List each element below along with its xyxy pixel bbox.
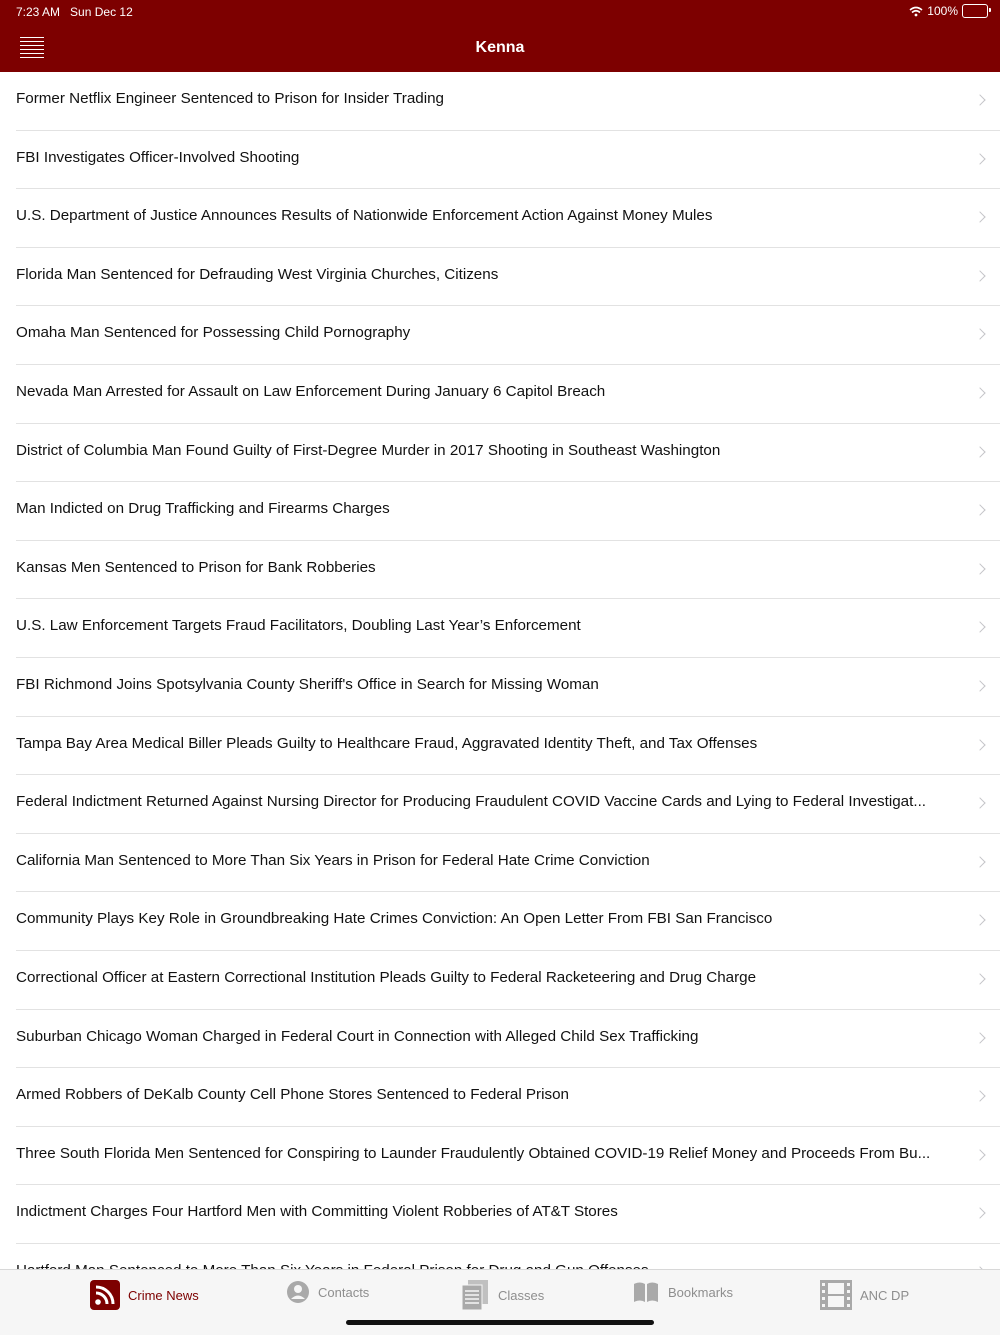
- news-title: Three South Florida Men Sentenced for Conspiring to Launder Fraudulently Obtained COVID-19 Relief Money and Proceeds From Bu...: [16, 1144, 931, 1162]
- chevron-right-icon: [974, 680, 985, 691]
- news-row[interactable]: [16, 658, 1000, 717]
- news-row[interactable]: [16, 1010, 1000, 1069]
- news-title: California Man Sentenced to More Than Six Years in Prison for Federal Hate Crime Conviction: [16, 851, 650, 869]
- status-right: [909, 4, 988, 18]
- chevron-right-icon: [974, 739, 985, 750]
- tab-bookmarks[interactable]: [632, 1280, 733, 1304]
- news-title: Community Plays Key Role in Groundbreaking Hate Crimes Conviction: An Open Letter From FBI San Francisco: [16, 910, 773, 928]
- news-row[interactable]: [16, 72, 1000, 131]
- news-title: FBI Richmond Joins Spotsylvania County Sheriff's Office in Search for Missing Woman: [16, 675, 599, 693]
- news-title: Omaha Man Sentenced for Possessing Child Pornography: [16, 324, 411, 342]
- chevron-right-icon: [974, 856, 985, 867]
- chevron-right-icon: [974, 1149, 985, 1160]
- chevron-right-icon: [974, 446, 985, 457]
- tab-label: ANC DP: [860, 1287, 910, 1303]
- chevron-right-icon: [974, 387, 985, 398]
- news-row[interactable]: [16, 189, 1000, 248]
- tab-label: Bookmarks: [668, 1284, 734, 1300]
- chevron-right-icon: [974, 153, 985, 164]
- news-title: Suburban Chicago Woman Charged in Federal Court in Connection with Alleged Child Sex Trafficking: [16, 1027, 699, 1045]
- news-row[interactable]: [16, 717, 1000, 776]
- tab-label: Crime News: [128, 1287, 199, 1303]
- news-row[interactable]: [16, 834, 1000, 893]
- chevron-right-icon: [974, 270, 985, 281]
- news-title: Tampa Bay Area Medical Biller Pleads Guilty to Healthcare Fraud, Aggravated Identity Theft, and Tax Offenses: [16, 734, 758, 752]
- chevron-right-icon: [974, 915, 985, 926]
- news-title: U.S. Department of Justice Announces Results of Nationwide Enforcement Action Against Money Mules: [16, 207, 713, 225]
- tab-label: Contacts: [318, 1284, 370, 1300]
- rss-icon: [90, 1280, 120, 1310]
- news-row[interactable]: [16, 1068, 1000, 1127]
- news-title: District of Columbia Man Found Guilty of First-Degree Murder in 2017 Shooting in Southeast Washington: [16, 441, 721, 459]
- home-indicator: [346, 1320, 654, 1325]
- news-title: Correctional Officer at Eastern Correctional Institution Pleads Guilty to Federal Racketeering and Drug Charge: [16, 968, 757, 986]
- news-title: Indictment Charges Four Hartford Men with Committing Violent Robberies of AT&T Stores: [16, 1203, 618, 1221]
- news-row[interactable]: [16, 775, 1000, 834]
- news-list: [0, 72, 1000, 1269]
- tab-contacts[interactable]: [286, 1280, 369, 1304]
- news-title: FBI Investigates Officer-Involved Shooting: [16, 148, 300, 166]
- chevron-right-icon: [974, 1032, 985, 1043]
- news-row[interactable]: [16, 599, 1000, 658]
- news-title: Former Netflix Engineer Sentenced to Prison for Insider Trading: [16, 90, 444, 107]
- status-time: [16, 5, 133, 19]
- news-row[interactable]: [16, 951, 1000, 1010]
- news-row[interactable]: [16, 248, 1000, 307]
- news-row[interactable]: [16, 365, 1000, 424]
- person-icon: [286, 1280, 310, 1304]
- tab-anc-dp[interactable]: [820, 1280, 909, 1310]
- news-row[interactable]: [16, 131, 1000, 190]
- news-title: Florida Man Sentenced for Defrauding West Virginia Churches, Citizens: [16, 265, 499, 283]
- chevron-right-icon: [974, 1090, 985, 1101]
- chevron-right-icon: [974, 1208, 985, 1219]
- book-icon: [632, 1280, 660, 1304]
- news-title: Armed Robbers of DeKalb County Cell Phone Stores Sentenced to Federal Prison: [16, 1086, 569, 1104]
- navigation-bar: [0, 0, 1000, 72]
- news-row[interactable]: [16, 892, 1000, 951]
- chevron-right-icon: [974, 563, 985, 574]
- news-title: U.S. Law Enforcement Targets Fraud Facilitators, Doubling Last Year’s Enforcement: [16, 617, 581, 635]
- chevron-right-icon: [974, 622, 985, 633]
- news-title: Federal Indictment Returned Against Nursing Director for Producing Fraudulent COVID Vaccine Cards and Lying to Federal Investigat...: [16, 793, 927, 811]
- film-icon: [820, 1280, 852, 1310]
- news-row[interactable]: [16, 541, 1000, 600]
- news-title: Nevada Man Arrested for Assault on Law Enforcement During January 6 Capitol Breach: [16, 382, 606, 400]
- battery-percent: 100%: [927, 4, 958, 18]
- tab-classes[interactable]: [460, 1280, 544, 1310]
- news-title: Kansas Men Sentenced to Prison for Bank Robberies: [16, 558, 376, 576]
- wifi-icon: [909, 6, 923, 17]
- news-row[interactable]: [16, 1127, 1000, 1186]
- news-row[interactable]: [16, 306, 1000, 365]
- chevron-right-icon: [974, 329, 985, 340]
- news-title: Man Indicted on Drug Trafficking and Firearms Charges: [16, 500, 390, 518]
- chevron-right-icon: [974, 212, 985, 223]
- chevron-right-icon: [974, 973, 985, 984]
- battery-icon: [962, 4, 988, 18]
- news-row[interactable]: [16, 424, 1000, 483]
- tab-label: Classes: [498, 1287, 545, 1303]
- chevron-right-icon: [974, 797, 985, 808]
- news-row[interactable]: [16, 482, 1000, 541]
- page-title: Kenna: [475, 39, 525, 56]
- news-row[interactable]: [16, 1185, 1000, 1244]
- tab-crime-news[interactable]: [90, 1280, 199, 1310]
- chevron-right-icon: [974, 504, 985, 515]
- chevron-right-icon: [974, 94, 985, 105]
- documents-icon: [460, 1280, 490, 1310]
- date-label: Sun Dec 12: [70, 5, 133, 19]
- time-label: 7:23 AM: [16, 5, 61, 19]
- tab-bar: [0, 1269, 1000, 1335]
